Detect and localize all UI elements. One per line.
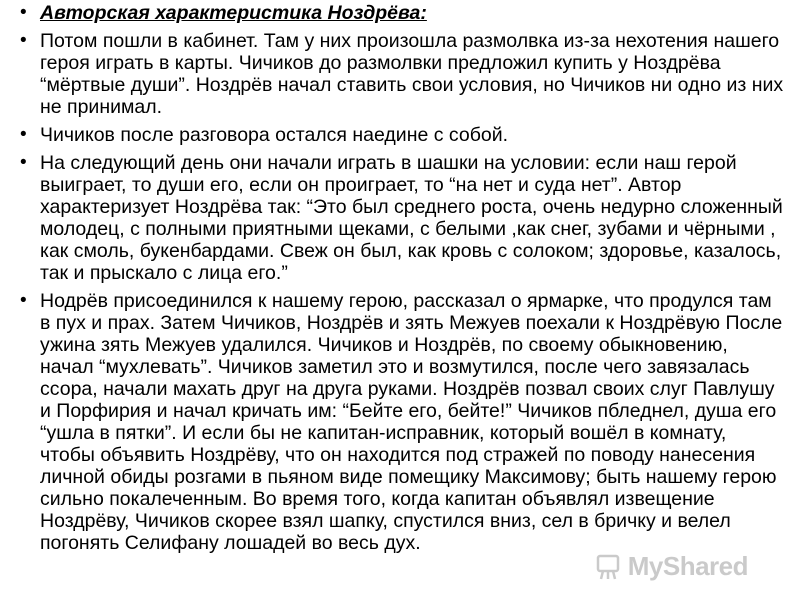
bullet-item xyxy=(16,290,784,554)
slide-heading: Авторская характеристика Ноздрёва: xyxy=(40,2,427,24)
bullet-marker: • xyxy=(20,124,27,145)
bullet-marker: • xyxy=(20,290,27,311)
bullet-item-heading xyxy=(16,2,784,24)
watermark xyxy=(594,551,748,582)
paragraph-text: Потом пошли в кабинет. Там у них произошла размолвка из-за нехотения нашего героя играть в карты. Чичиков до размолвки предложил купить у Ноздрёва “мёртвые души”. Ноздрёв начал ставить свои условия, но Чичиков ни одно из них не принимал. xyxy=(40,30,784,118)
paragraph-text: На следующий день они начали играть в шашки на условии: если наш герой выиграет, то души его, если он проиграет, то “на нет и суда нет”. Автор характеризует Ноздрёва так: “Это был среднего роста, очень недурно сложенный молодец, с полными приятными щеками, с белыми ,как снег, зубами и чёрными , как смоль, букенбардами. Свеж он был, как кровь с солоком; здоровье, казалось, так и прыскало с лица его.” xyxy=(40,152,783,284)
watermark-logo-icon xyxy=(594,552,624,582)
paragraph-text: Нодрёв присоединился к нашему герою, рассказал о ярмарке, что продулся там в пух и прах. Затем Чичиков, Ноздрёв и зять Межуев поехали к Ноздрёвую После ужина зять Межуев удалился. Чичиков и Ноздрёв, по своему обыкновению, начал “мухлевать”. Чичиков заметил это и возмутился, после чего завязалась ссора, начали махать друг на друга руками. Ноздрёв позвал своих слуг Павлушу и Порфирия и начал кричать им: “Бейте его, бейте!” Чичиков пбледнел, душа его “ушла в пятки”. И если бы не капитан-исправник, который вошёл в комнату, чтобы объявить Ноздрёву, что он находится под стражей по поводу нанесения личной обиды розгами в пьяном виде помещику Максимову; быть нашему герою сильно покалеченным. Во время того, когда капитан объявлял извещение Ноздрёву, Чичиков скорее взял шапку, спустился вниз, сел в бричку и велел погонять Селифану лошадей во весь дух. xyxy=(40,290,783,554)
bullet-item xyxy=(16,124,784,146)
bullet-marker: • xyxy=(20,2,27,23)
bullet-list xyxy=(16,2,784,554)
paragraph-text: Чичиков после разговора остался наедине с собой. xyxy=(40,124,509,146)
bullet-item xyxy=(16,30,784,118)
bullet-marker: • xyxy=(20,30,27,51)
bullet-item xyxy=(16,152,784,284)
watermark-text: MyShared xyxy=(627,551,748,581)
bullet-marker: • xyxy=(20,152,27,173)
